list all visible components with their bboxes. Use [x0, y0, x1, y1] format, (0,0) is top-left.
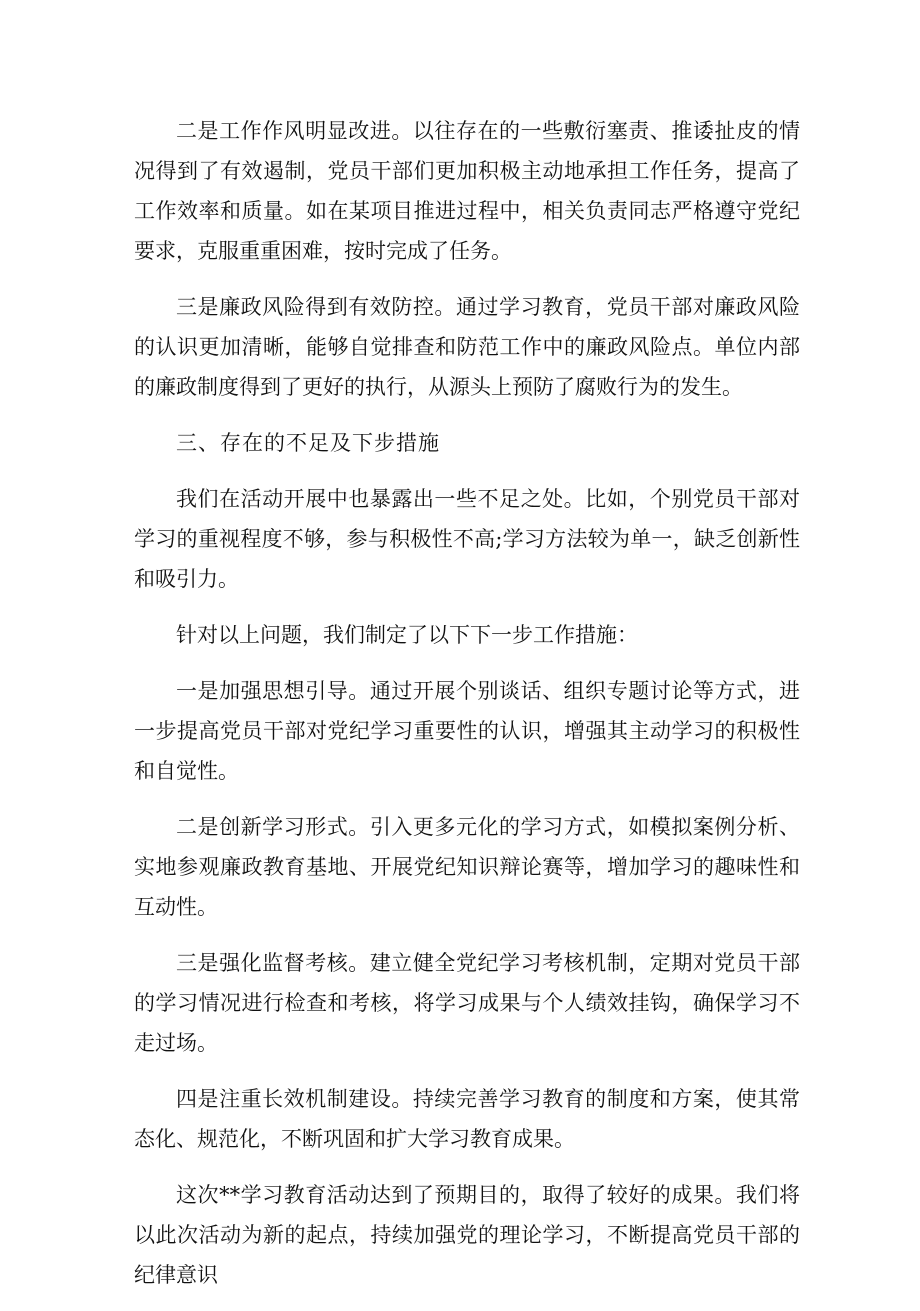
paragraph-shortcomings: 我们在活动开展中也暴露出一些不足之处。比如，个别党员干部对学习的重视程度不够，参与积极性不高;学习方法较为单一，缺乏创新性和吸引力。 [134, 487, 800, 591]
paragraph-measure-innovation: 二是创新学习形式。引入更多元化的学习方式，如模拟案例分析、实地参观廉政教育基地、开展党纪知识辩论赛等，增加学习的趣味性和互动性。 [134, 815, 800, 919]
paragraph-measure-supervision: 三是强化监督考核。建立健全党纪学习考核机制，定期对党员干部的学习情况进行检查和考核，将学习成果与个人绩效挂钩，确保学习不走过场。 [134, 951, 800, 1055]
paragraph-conclusion: 这次**学习教育活动达到了预期目的，取得了较好的成果。我们将以此次活动为新的起点，持续加强党的理论学习，不断提高党员干部的纪律意识 [134, 1183, 800, 1287]
paragraph-integrity-risk: 三是廉政风险得到有效防控。通过学习教育，党员干部对廉政风险的认识更加清晰，能够自觉排查和防范工作中的廉政风险点。单位内部的廉政制度得到了更好的执行，从源头上预防了腐败行为的发生。 [134, 295, 800, 399]
document-body [134, 111, 800, 1311]
paragraph-measures-intro: 针对以上问题，我们制定了以下下一步工作措施： [176, 623, 638, 647]
paragraph-measure-long-term: 四是注重长效机制建设。持续完善学习教育的制度和方案，使其常态化、规范化，不断巩固和扩大学习教育成果。 [134, 1087, 800, 1151]
section-heading-shortcomings: 三、存在的不足及下步措施 [176, 431, 440, 455]
paragraph-measure-guidance: 一是加强思想引导。通过开展个别谈话、组织专题讨论等方式，进一步提高党员干部对党纪学习重要性的认识，增强其主动学习的积极性和自觉性。 [134, 679, 800, 783]
paragraph-work-style: 二是工作作风明显改进。以往存在的一些敷衍塞责、推诿扯皮的情况得到了有效遏制，党员干部们更加积极主动地承担工作任务，提高了工作效率和质量。如在某项目推进过程中，相关负责同志严格遵守党纪要求，克服重重困难，按时完成了任务。 [134, 119, 800, 263]
